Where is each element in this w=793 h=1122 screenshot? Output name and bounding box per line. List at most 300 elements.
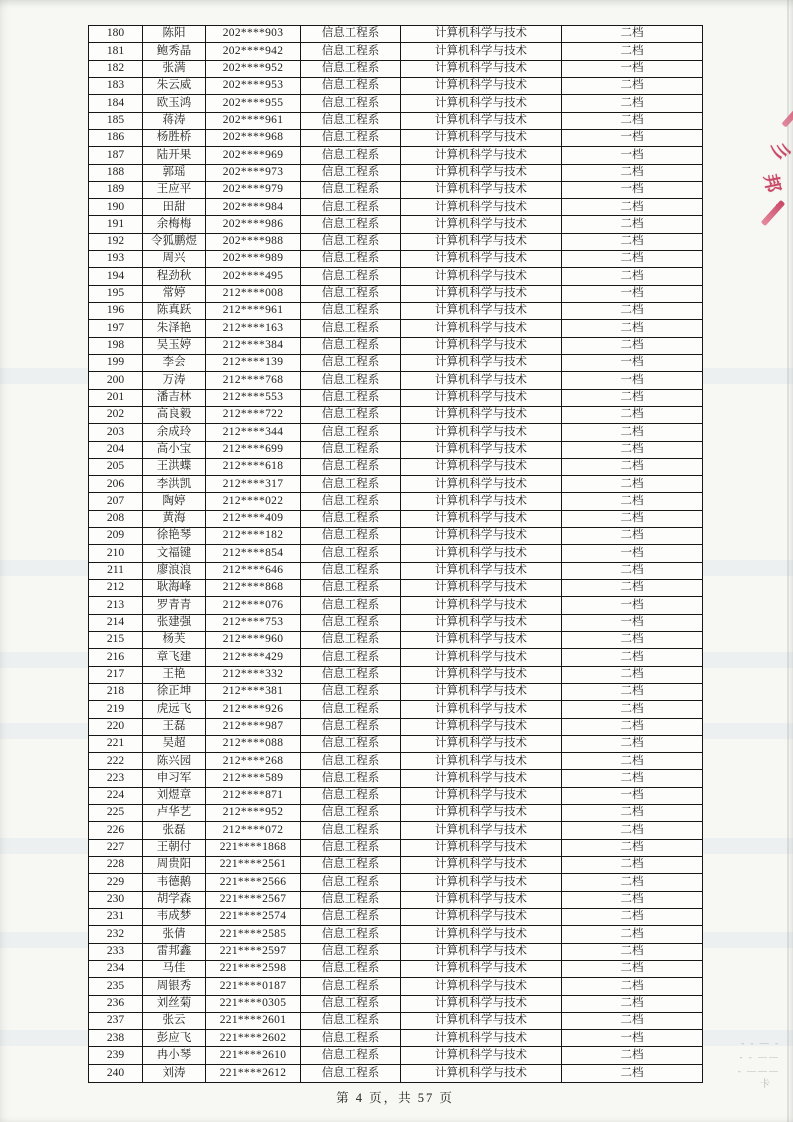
cell-tier: 二档 xyxy=(562,960,703,977)
cell-department: 信息工程系 xyxy=(301,891,401,908)
cell-major: 计算机科学与技术 xyxy=(401,718,562,735)
cell-student-id: 221****2585 xyxy=(206,926,301,943)
cell-major: 计算机科学与技术 xyxy=(401,303,562,320)
cell-serial-number: 239 xyxy=(89,1047,143,1064)
table-row xyxy=(89,666,703,683)
cell-department: 信息工程系 xyxy=(301,995,401,1012)
cell-student-id: 212****854 xyxy=(206,545,301,562)
table-row xyxy=(89,164,703,181)
cell-serial-number: 202 xyxy=(89,406,143,423)
table-row xyxy=(89,510,703,527)
cell-student-name: 章飞建 xyxy=(143,649,206,666)
bleed-through-marks xyxy=(720,1036,780,1092)
table-row xyxy=(89,770,703,787)
cell-major: 计算机科学与技术 xyxy=(401,1012,562,1029)
cell-student-id: 212****332 xyxy=(206,666,301,683)
table-row xyxy=(89,545,703,562)
cell-major: 计算机科学与技术 xyxy=(401,389,562,406)
cell-department: 信息工程系 xyxy=(301,389,401,406)
cell-serial-number: 200 xyxy=(89,372,143,389)
cell-department: 信息工程系 xyxy=(301,787,401,804)
cell-tier: 二档 xyxy=(562,822,703,839)
cell-serial-number: 234 xyxy=(89,960,143,977)
cell-department: 信息工程系 xyxy=(301,545,401,562)
table-row xyxy=(89,476,703,493)
cell-student-name: 冉小琴 xyxy=(143,1047,206,1064)
cell-department: 信息工程系 xyxy=(301,458,401,475)
cell-serial-number: 180 xyxy=(89,26,143,43)
cell-student-id: 221****2598 xyxy=(206,960,301,977)
cell-department: 信息工程系 xyxy=(301,926,401,943)
cell-student-id: 212****987 xyxy=(206,718,301,735)
cell-department: 信息工程系 xyxy=(301,510,401,527)
cell-department: 信息工程系 xyxy=(301,1064,401,1082)
table-row xyxy=(89,1047,703,1064)
cell-student-name: 吴超 xyxy=(143,735,206,752)
table-row xyxy=(89,562,703,579)
cell-major: 计算机科学与技术 xyxy=(401,735,562,752)
cell-student-name: 周银秀 xyxy=(143,978,206,995)
cell-tier: 二档 xyxy=(562,95,703,112)
cell-student-id: 221****2610 xyxy=(206,1047,301,1064)
cell-tier: 二档 xyxy=(562,1047,703,1064)
cell-department: 信息工程系 xyxy=(301,753,401,770)
seal-dot-icon xyxy=(776,204,780,208)
cell-department: 信息工程系 xyxy=(301,406,401,423)
cell-serial-number: 214 xyxy=(89,614,143,631)
table-row xyxy=(89,960,703,977)
table-row xyxy=(89,268,703,285)
cell-student-id: 202****942 xyxy=(206,43,301,60)
cell-department: 信息工程系 xyxy=(301,1047,401,1064)
cell-student-name: 雷邦鑫 xyxy=(143,943,206,960)
cell-department: 信息工程系 xyxy=(301,562,401,579)
cell-student-id: 202****952 xyxy=(206,60,301,77)
cell-department: 信息工程系 xyxy=(301,268,401,285)
cell-student-name: 鲍秀晶 xyxy=(143,43,206,60)
cell-student-name: 常婷 xyxy=(143,285,206,302)
cell-major: 计算机科学与技术 xyxy=(401,441,562,458)
cell-student-name: 王艳 xyxy=(143,666,206,683)
cell-tier: 二档 xyxy=(562,943,703,960)
cell-tier: 二档 xyxy=(562,735,703,752)
seal-character: 邦 xyxy=(760,172,784,195)
cell-major: 计算机科学与技术 xyxy=(401,908,562,925)
cell-student-name: 王应平 xyxy=(143,181,206,198)
cell-major: 计算机科学与技术 xyxy=(401,147,562,164)
cell-department: 信息工程系 xyxy=(301,908,401,925)
cell-major: 计算机科学与技术 xyxy=(401,666,562,683)
cell-tier: 二档 xyxy=(562,510,703,527)
table-row xyxy=(89,199,703,216)
cell-serial-number: 220 xyxy=(89,718,143,735)
cell-serial-number: 181 xyxy=(89,43,143,60)
cell-major: 计算机科学与技术 xyxy=(401,77,562,94)
table-row xyxy=(89,181,703,198)
cell-major: 计算机科学与技术 xyxy=(401,233,562,250)
cell-department: 信息工程系 xyxy=(301,735,401,752)
cell-department: 信息工程系 xyxy=(301,960,401,977)
cell-major: 计算机科学与技术 xyxy=(401,631,562,648)
cell-department: 信息工程系 xyxy=(301,320,401,337)
cell-department: 信息工程系 xyxy=(301,354,401,371)
cell-department: 信息工程系 xyxy=(301,251,401,268)
cell-student-id: 212****618 xyxy=(206,458,301,475)
cell-tier: 二档 xyxy=(562,77,703,94)
cell-student-id: 202****495 xyxy=(206,268,301,285)
table-row xyxy=(89,753,703,770)
cell-serial-number: 185 xyxy=(89,112,143,129)
cell-major: 计算机科学与技术 xyxy=(401,960,562,977)
cell-serial-number: 196 xyxy=(89,303,143,320)
table-row xyxy=(89,389,703,406)
cell-student-id: 212****139 xyxy=(206,354,301,371)
cell-tier: 二档 xyxy=(562,718,703,735)
cell-serial-number: 233 xyxy=(89,943,143,960)
cell-tier: 二档 xyxy=(562,493,703,510)
cell-major: 计算机科学与技术 xyxy=(401,614,562,631)
cell-department: 信息工程系 xyxy=(301,493,401,510)
cell-tier: 一档 xyxy=(562,354,703,371)
cell-tier: 一档 xyxy=(562,372,703,389)
cell-department: 信息工程系 xyxy=(301,839,401,856)
cell-tier: 二档 xyxy=(562,112,703,129)
cell-tier: 二档 xyxy=(562,580,703,597)
cell-major: 计算机科学与技术 xyxy=(401,701,562,718)
cell-tier: 二档 xyxy=(562,978,703,995)
cell-student-name: 刘煜章 xyxy=(143,787,206,804)
cell-department: 信息工程系 xyxy=(301,216,401,233)
table-row xyxy=(89,129,703,146)
cell-serial-number: 212 xyxy=(89,580,143,597)
table-row xyxy=(89,908,703,925)
cell-student-name: 罗青青 xyxy=(143,597,206,614)
table-row xyxy=(89,528,703,545)
cell-student-id: 221****0187 xyxy=(206,978,301,995)
student-roster-table-body xyxy=(89,26,703,1083)
cell-serial-number: 188 xyxy=(89,164,143,181)
cell-tier: 二档 xyxy=(562,857,703,874)
cell-student-name: 李会 xyxy=(143,354,206,371)
cell-student-id: 202****986 xyxy=(206,216,301,233)
cell-department: 信息工程系 xyxy=(301,26,401,43)
cell-major: 计算机科学与技术 xyxy=(401,406,562,423)
cell-student-name: 田甜 xyxy=(143,199,206,216)
table-row xyxy=(89,216,703,233)
student-roster-table xyxy=(88,25,703,1083)
cell-student-id: 202****903 xyxy=(206,26,301,43)
cell-student-id: 202****973 xyxy=(206,164,301,181)
cell-tier: 一档 xyxy=(562,147,703,164)
cell-student-id: 212****182 xyxy=(206,528,301,545)
table-row xyxy=(89,26,703,43)
cell-student-name: 张满 xyxy=(143,60,206,77)
cell-student-name: 余梅梅 xyxy=(143,216,206,233)
cell-department: 信息工程系 xyxy=(301,857,401,874)
cell-student-name: 陈真跃 xyxy=(143,303,206,320)
cell-student-name: 徐正坤 xyxy=(143,683,206,700)
cell-serial-number: 226 xyxy=(89,822,143,839)
cell-serial-number: 237 xyxy=(89,1012,143,1029)
table-row xyxy=(89,857,703,874)
cell-student-name: 令狐鹏煜 xyxy=(143,233,206,250)
cell-tier: 二档 xyxy=(562,216,703,233)
table-row xyxy=(89,805,703,822)
cell-student-id: 212****722 xyxy=(206,406,301,423)
cell-major: 计算机科学与技术 xyxy=(401,787,562,804)
cell-tier: 二档 xyxy=(562,268,703,285)
cell-major: 计算机科学与技术 xyxy=(401,251,562,268)
table-row xyxy=(89,354,703,371)
cell-tier: 一档 xyxy=(562,614,703,631)
cell-student-name: 刘涛 xyxy=(143,1064,206,1082)
cell-tier: 二档 xyxy=(562,683,703,700)
cell-serial-number: 209 xyxy=(89,528,143,545)
cell-student-id: 221****2574 xyxy=(206,908,301,925)
cell-serial-number: 184 xyxy=(89,95,143,112)
cell-tier: 一档 xyxy=(562,129,703,146)
cell-major: 计算机科学与技术 xyxy=(401,839,562,856)
cell-department: 信息工程系 xyxy=(301,614,401,631)
cell-tier: 二档 xyxy=(562,476,703,493)
cell-student-id: 202****988 xyxy=(206,233,301,250)
cell-major: 计算机科学与技术 xyxy=(401,753,562,770)
cell-tier: 二档 xyxy=(562,926,703,943)
cell-tier: 二档 xyxy=(562,649,703,666)
bleed-dash-line: - ——— xyxy=(737,1066,780,1076)
table-row xyxy=(89,614,703,631)
cell-serial-number: 232 xyxy=(89,926,143,943)
table-row xyxy=(89,891,703,908)
cell-serial-number: 193 xyxy=(89,251,143,268)
cell-department: 信息工程系 xyxy=(301,631,401,648)
cell-department: 信息工程系 xyxy=(301,164,401,181)
cell-serial-number: 182 xyxy=(89,60,143,77)
cell-major: 计算机科学与技术 xyxy=(401,857,562,874)
cell-tier: 二档 xyxy=(562,528,703,545)
cell-major: 计算机科学与技术 xyxy=(401,216,562,233)
cell-department: 信息工程系 xyxy=(301,233,401,250)
cell-student-id: 202****984 xyxy=(206,199,301,216)
cell-tier: 二档 xyxy=(562,995,703,1012)
cell-department: 信息工程系 xyxy=(301,372,401,389)
cell-department: 信息工程系 xyxy=(301,978,401,995)
cell-serial-number: 240 xyxy=(89,1064,143,1082)
cell-serial-number: 231 xyxy=(89,908,143,925)
cell-department: 信息工程系 xyxy=(301,683,401,700)
cell-student-name: 黄海 xyxy=(143,510,206,527)
cell-serial-number: 186 xyxy=(89,129,143,146)
cell-department: 信息工程系 xyxy=(301,1030,401,1047)
cell-major: 计算机科学与技术 xyxy=(401,268,562,285)
cell-serial-number: 192 xyxy=(89,233,143,250)
table-row xyxy=(89,874,703,891)
scan-edge-line xyxy=(787,0,789,1122)
seal-character: 彡 xyxy=(766,138,793,164)
cell-department: 信息工程系 xyxy=(301,805,401,822)
page-number-footer: 第 4 页，共 57 页 xyxy=(336,1091,454,1105)
bleed-dash-line: - - —— xyxy=(739,1052,780,1062)
cell-serial-number: 201 xyxy=(89,389,143,406)
cell-serial-number: 224 xyxy=(89,787,143,804)
cell-department: 信息工程系 xyxy=(301,1012,401,1029)
cell-student-id: 202****961 xyxy=(206,112,301,129)
cell-major: 计算机科学与技术 xyxy=(401,129,562,146)
cell-major: 计算机科学与技术 xyxy=(401,112,562,129)
cell-tier: 二档 xyxy=(562,441,703,458)
table-row xyxy=(89,441,703,458)
cell-student-name: 杨胜桥 xyxy=(143,129,206,146)
cell-department: 信息工程系 xyxy=(301,77,401,94)
cell-serial-number: 230 xyxy=(89,891,143,908)
table-row xyxy=(89,372,703,389)
cell-student-id: 212****076 xyxy=(206,597,301,614)
bleed-glyph: 卡 xyxy=(760,1079,770,1090)
cell-major: 计算机科学与技术 xyxy=(401,926,562,943)
cell-tier: 二档 xyxy=(562,839,703,856)
cell-department: 信息工程系 xyxy=(301,580,401,597)
cell-major: 计算机科学与技术 xyxy=(401,424,562,441)
bleed-dash-line: - - — - xyxy=(741,1038,780,1048)
table-row xyxy=(89,701,703,718)
cell-serial-number: 235 xyxy=(89,978,143,995)
table-row xyxy=(89,597,703,614)
cell-tier: 二档 xyxy=(562,562,703,579)
cell-student-name: 杨芙 xyxy=(143,631,206,648)
table-row xyxy=(89,839,703,856)
cell-tier: 二档 xyxy=(562,1012,703,1029)
cell-student-name: 文福键 xyxy=(143,545,206,562)
table-row xyxy=(89,1064,703,1082)
cell-student-name: 陈兴园 xyxy=(143,753,206,770)
table-row xyxy=(89,285,703,302)
table-row xyxy=(89,787,703,804)
table-row xyxy=(89,233,703,250)
cell-department: 信息工程系 xyxy=(301,649,401,666)
cell-major: 计算机科学与技术 xyxy=(401,649,562,666)
cell-student-id: 212****646 xyxy=(206,562,301,579)
table-row xyxy=(89,303,703,320)
cell-serial-number: 213 xyxy=(89,597,143,614)
cell-student-name: 刘丝菊 xyxy=(143,995,206,1012)
cell-student-id: 221****2602 xyxy=(206,1030,301,1047)
cell-student-name: 高良毅 xyxy=(143,406,206,423)
cell-department: 信息工程系 xyxy=(301,303,401,320)
cell-major: 计算机科学与技术 xyxy=(401,597,562,614)
cell-serial-number: 207 xyxy=(89,493,143,510)
cell-student-name: 万涛 xyxy=(143,372,206,389)
table-row xyxy=(89,580,703,597)
cell-student-id: 212****344 xyxy=(206,424,301,441)
cell-serial-number: 217 xyxy=(89,666,143,683)
cell-tier: 二档 xyxy=(562,251,703,268)
cell-department: 信息工程系 xyxy=(301,147,401,164)
cell-department: 信息工程系 xyxy=(301,441,401,458)
cell-student-name: 虎远飞 xyxy=(143,701,206,718)
cell-department: 信息工程系 xyxy=(301,181,401,198)
cell-serial-number: 219 xyxy=(89,701,143,718)
table-row xyxy=(89,631,703,648)
cell-student-id: 212****409 xyxy=(206,510,301,527)
cell-serial-number: 197 xyxy=(89,320,143,337)
cell-serial-number: 223 xyxy=(89,770,143,787)
cell-serial-number: 190 xyxy=(89,199,143,216)
cell-tier: 二档 xyxy=(562,891,703,908)
cell-serial-number: 191 xyxy=(89,216,143,233)
cell-department: 信息工程系 xyxy=(301,424,401,441)
cell-major: 计算机科学与技术 xyxy=(401,1030,562,1047)
cell-major: 计算机科学与技术 xyxy=(401,510,562,527)
cell-tier: 二档 xyxy=(562,164,703,181)
table-row xyxy=(89,147,703,164)
cell-serial-number: 210 xyxy=(89,545,143,562)
cell-student-name: 张倩 xyxy=(143,926,206,943)
cell-student-name: 陆开果 xyxy=(143,147,206,164)
cell-student-id: 212****926 xyxy=(206,701,301,718)
cell-tier: 一档 xyxy=(562,285,703,302)
cell-tier: 二档 xyxy=(562,666,703,683)
cell-major: 计算机科学与技术 xyxy=(401,181,562,198)
cell-student-id: 212****589 xyxy=(206,770,301,787)
cell-serial-number: 203 xyxy=(89,424,143,441)
table-row xyxy=(89,735,703,752)
cell-tier: 一档 xyxy=(562,787,703,804)
table-row xyxy=(89,60,703,77)
table-row xyxy=(89,683,703,700)
cell-major: 计算机科学与技术 xyxy=(401,822,562,839)
cell-major: 计算机科学与技术 xyxy=(401,683,562,700)
cell-student-id: 221****2561 xyxy=(206,857,301,874)
cell-major: 计算机科学与技术 xyxy=(401,43,562,60)
cell-major: 计算机科学与技术 xyxy=(401,528,562,545)
cell-serial-number: 228 xyxy=(89,857,143,874)
table-row xyxy=(89,320,703,337)
cell-major: 计算机科学与技术 xyxy=(401,770,562,787)
table-row xyxy=(89,43,703,60)
cell-department: 信息工程系 xyxy=(301,718,401,735)
cell-student-id: 221****2567 xyxy=(206,891,301,908)
cell-department: 信息工程系 xyxy=(301,822,401,839)
cell-department: 信息工程系 xyxy=(301,285,401,302)
cell-student-id: 212****163 xyxy=(206,320,301,337)
seal-stroke-icon xyxy=(761,200,786,226)
table-row xyxy=(89,718,703,735)
cell-student-id: 221****0305 xyxy=(206,995,301,1012)
cell-department: 信息工程系 xyxy=(301,528,401,545)
cell-student-name: 周兴 xyxy=(143,251,206,268)
cell-major: 计算机科学与技术 xyxy=(401,476,562,493)
cell-student-name: 胡学森 xyxy=(143,891,206,908)
cell-student-id: 212****952 xyxy=(206,805,301,822)
cell-serial-number: 215 xyxy=(89,631,143,648)
cell-serial-number: 238 xyxy=(89,1030,143,1047)
cell-department: 信息工程系 xyxy=(301,112,401,129)
cell-department: 信息工程系 xyxy=(301,199,401,216)
cell-student-name: 王洪蝶 xyxy=(143,458,206,475)
cell-serial-number: 183 xyxy=(89,77,143,94)
cell-student-id: 212****429 xyxy=(206,649,301,666)
cell-student-name: 彭应飞 xyxy=(143,1030,206,1047)
cell-serial-number: 205 xyxy=(89,458,143,475)
cell-tier: 一档 xyxy=(562,597,703,614)
cell-major: 计算机科学与技术 xyxy=(401,337,562,354)
cell-student-name: 李洪凯 xyxy=(143,476,206,493)
cell-department: 信息工程系 xyxy=(301,666,401,683)
cell-serial-number: 236 xyxy=(89,995,143,1012)
cell-major: 计算机科学与技术 xyxy=(401,580,562,597)
cell-major: 计算机科学与技术 xyxy=(401,805,562,822)
cell-student-id: 202****979 xyxy=(206,181,301,198)
